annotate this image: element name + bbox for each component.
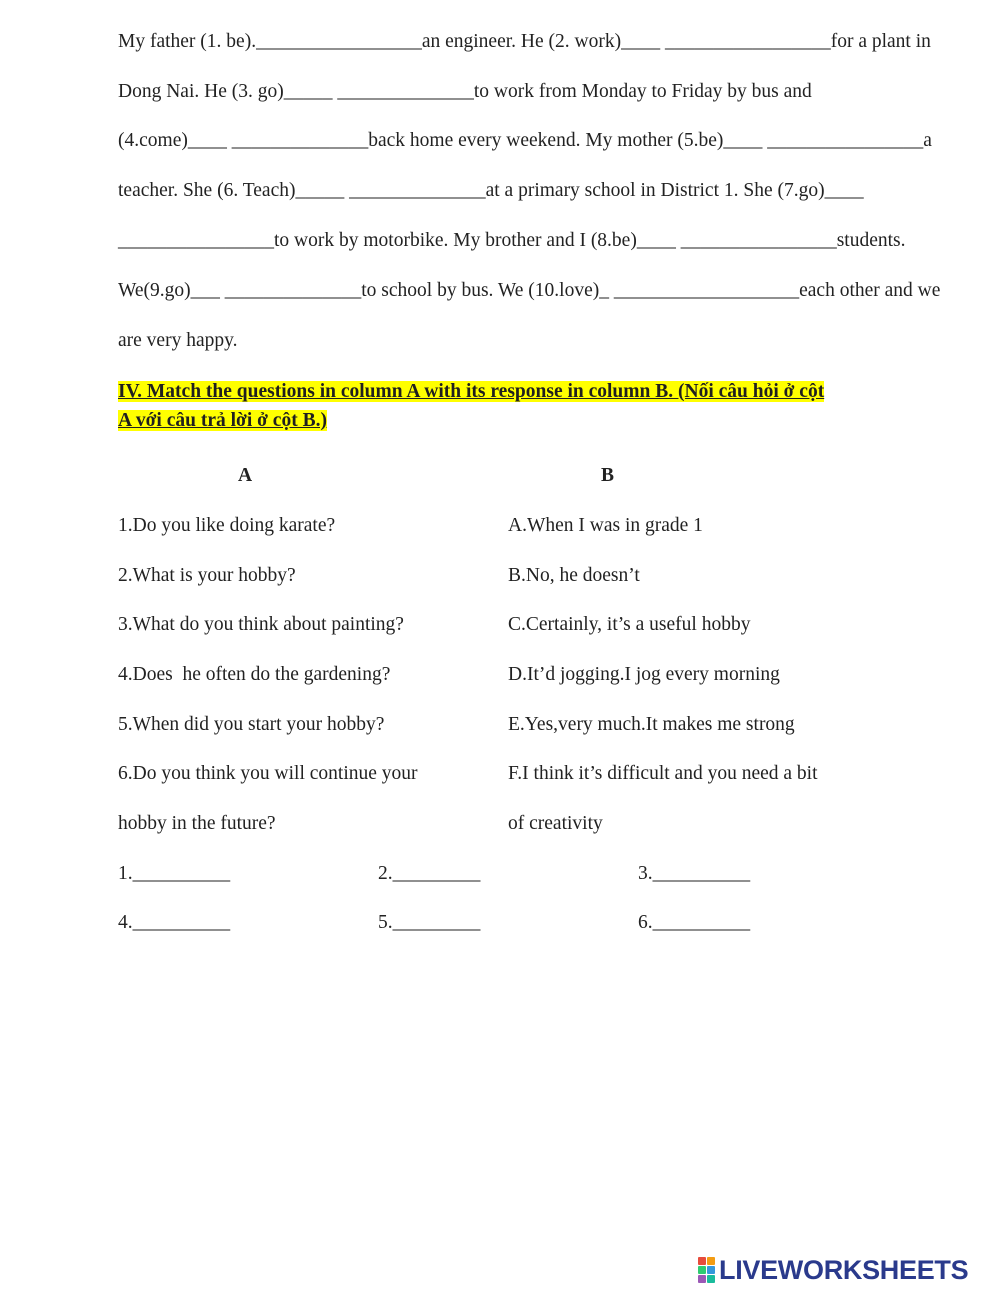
answer-blank-3[interactable]: 3.__________ bbox=[638, 863, 751, 884]
logo-block bbox=[707, 1266, 715, 1274]
passage-line-7: are very happy. bbox=[118, 330, 238, 351]
column-b-header: B bbox=[601, 465, 615, 486]
response-f: F.I think it’s difficult and you need a bit bbox=[508, 763, 818, 784]
response-f-continued: of creativity bbox=[508, 813, 603, 834]
question-6-continued: hobby in the future? bbox=[118, 813, 276, 834]
response-e: E.Yes,very much.It makes me strong bbox=[508, 714, 795, 735]
section-heading bbox=[118, 377, 938, 435]
response-a: A.When I was in grade 1 bbox=[508, 515, 703, 536]
logo-block bbox=[707, 1257, 715, 1265]
response-d: D.It’d jogging.I jog every morning bbox=[508, 664, 780, 685]
question-5: 5.When did you start your hobby? bbox=[118, 714, 385, 735]
answer-blank-2[interactable]: 2._________ bbox=[378, 863, 481, 884]
liveworksheets-logo bbox=[698, 1255, 968, 1285]
logo-text: LIVEWORKSHEETS bbox=[719, 1254, 969, 1285]
passage-line-4: teacher. She (6. Teach)_____ ______________at a primary school in District 1. She (7.go)____ bbox=[118, 180, 864, 201]
section-heading-line-2: A với câu trả lời ở cột B.) bbox=[118, 410, 327, 431]
passage-line-2: Dong Nai. He (3. go)_____ ______________to work from Monday to Friday by bus and bbox=[118, 81, 812, 102]
logo-block bbox=[698, 1266, 706, 1274]
logo-block bbox=[707, 1275, 715, 1283]
logo-block bbox=[698, 1257, 706, 1265]
logo-block bbox=[698, 1275, 706, 1283]
passage-line-1: My father (1. be)._________________an engineer. He (2. work)____ _________________for a plant in bbox=[118, 31, 931, 52]
answer-blank-5[interactable]: 5._________ bbox=[378, 912, 481, 933]
passage-line-3: (4.come)____ ______________back home every weekend. My mother (5.be)____ ________________a bbox=[118, 130, 932, 151]
answer-blank-6[interactable]: 6.__________ bbox=[638, 912, 751, 933]
question-2: 2.What is your hobby? bbox=[118, 565, 296, 586]
response-c: C.Certainly, it’s a useful hobby bbox=[508, 614, 751, 635]
answer-blank-4[interactable]: 4.__________ bbox=[118, 912, 231, 933]
question-3: 3.What do you think about painting? bbox=[118, 614, 404, 635]
question-1: 1.Do you like doing karate? bbox=[118, 515, 336, 536]
question-4: 4.Does he often do the gardening? bbox=[118, 664, 391, 685]
column-a-header: A bbox=[238, 465, 253, 486]
response-b: B.No, he doesn’t bbox=[508, 565, 640, 586]
passage-line-6: We(9.go)___ ______________to school by bus. We (10.love)_ ___________________each other and we bbox=[118, 280, 941, 301]
passage-line-5: ________________to work by motorbike. My brother and I (8.be)____ ________________students. bbox=[118, 230, 906, 251]
section-heading-line-1: IV. Match the questions in column A with its response in column B. (Nối câu hỏi ở cột bbox=[118, 381, 825, 402]
question-6: 6.Do you think you will continue your bbox=[118, 763, 418, 784]
answer-blank-1[interactable]: 1.__________ bbox=[118, 863, 231, 884]
logo-blocks-icon bbox=[698, 1257, 715, 1283]
